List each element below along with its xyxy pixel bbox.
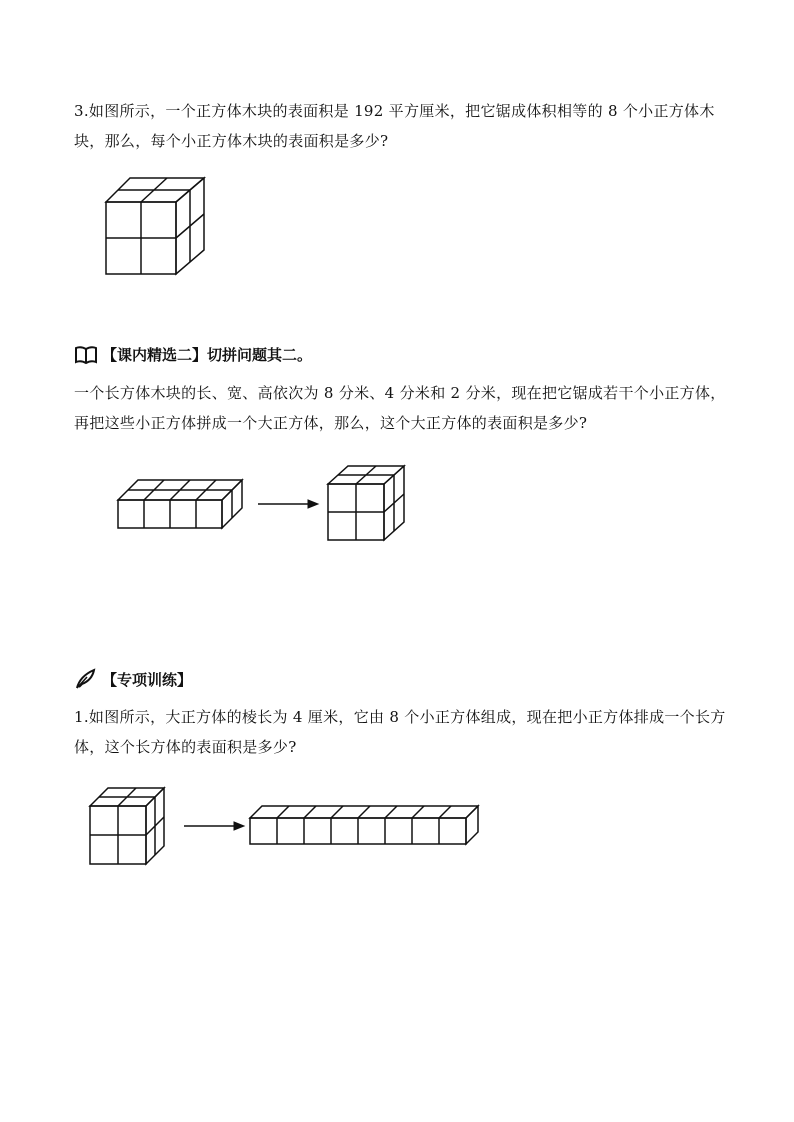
section-in-class-title: 【课内精选二】切拼问题其二。: [102, 346, 313, 364]
quill-icon: [74, 668, 98, 690]
book-icon: [74, 345, 98, 365]
cube-to-long-cuboid-figure: [84, 782, 484, 872]
cube-2x2-figure: [100, 172, 212, 280]
section-in-class-heading: [74, 344, 312, 365]
training-problem-1-text: 1.如图所示，大正方体的棱长为 4 厘米，它由 8 个小正方体组成，现在把小正方体排成一个长方体，这个长方体的表面积是多少?: [74, 708, 726, 756]
section-in-class-text: 一个长方体木块的长、宽、高依次为 8 分米、4 分米和 2 分米，现在把它锯成若干个小正方体，再把这些小正方体拼成一个大正方体，那么，这个大正方体的表面积是多少?: [74, 384, 726, 432]
section-training-title: 【专项训练】: [102, 670, 193, 689]
cuboid-to-cube-figure: [112, 460, 412, 546]
problem-3-text: 3.如图所示，一个正方体木块的表面积是 192 平方厘米，把它锯成体积相等的 8 个小正方体木块，那么，每个小正方体木块的表面积是多少?: [74, 102, 715, 150]
section-training-heading: [74, 668, 192, 690]
